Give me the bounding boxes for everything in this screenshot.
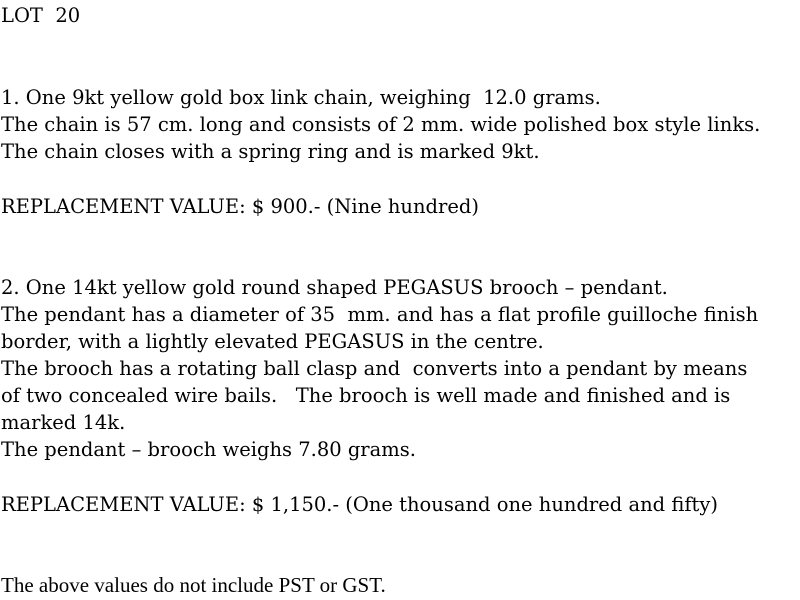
item1-line-3: The chain closes with a spring ring and is marked 9kt. — [1, 140, 540, 163]
item2-line-4: The brooch has a rotating ball clasp and converts into a pendant by means — [1, 357, 748, 380]
item2-line-7: The pendant – brooch weighs 7.80 grams. — [1, 438, 416, 461]
item1-line-2: The chain is 57 cm. long and consists of 2 mm. wide polished box style links. — [1, 113, 761, 136]
item2-line-1: 2. One 14kt yellow gold round shaped PEGASUS brooch – pendant. — [1, 276, 668, 299]
item1-line-1: 1. One 9kt yellow gold box link chain, weighing 12.0 grams. — [1, 86, 601, 109]
item2-line-6: marked 14k. — [1, 411, 126, 434]
lot-title: LOT 20 — [1, 4, 81, 27]
item2-line-2: The pendant has a diameter of 35 mm. and has a flat profile guilloche finish — [1, 303, 759, 326]
item2-replacement-value: REPLACEMENT VALUE: $ 1,150.- (One thousand one hundred and fifty) — [1, 493, 719, 516]
footer-note: The above values do not include PST or GST. — [1, 573, 386, 597]
item1-replacement-value: REPLACEMENT VALUE: $ 900.- (Nine hundred) — [1, 195, 479, 218]
item2-line-3: border, with a lightly elevated PEGASUS in the centre. — [1, 330, 544, 353]
item2-line-5: of two concealed wire bails. The brooch is well made and finished and is — [1, 384, 731, 407]
